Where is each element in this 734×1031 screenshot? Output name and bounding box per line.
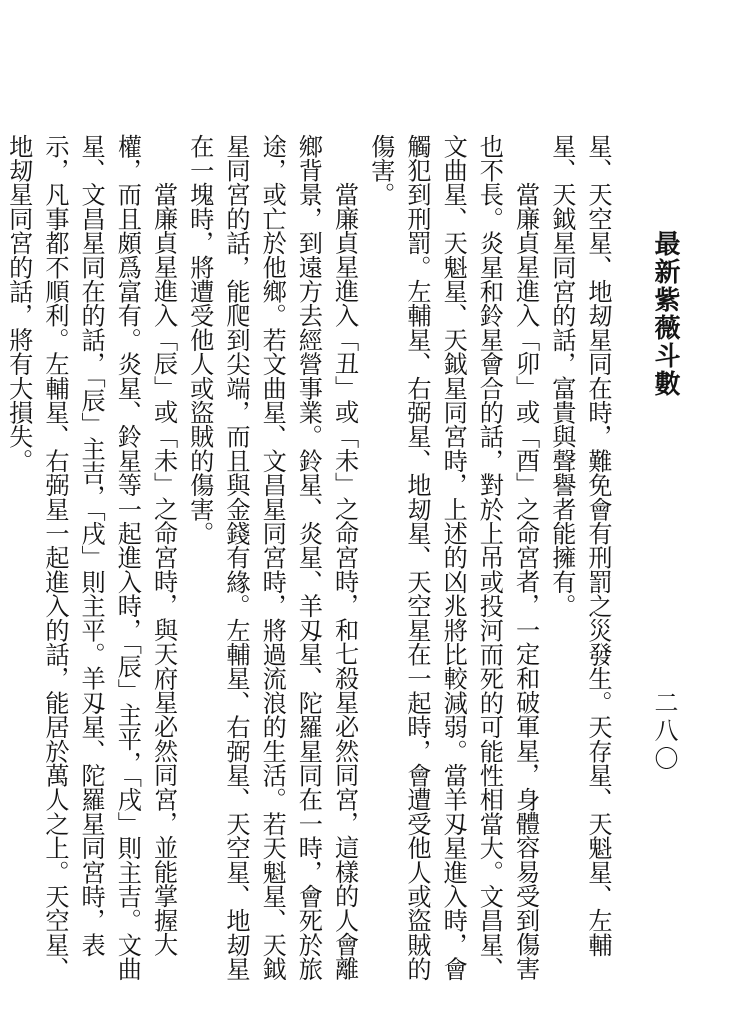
- page-number: 二八〇: [650, 690, 678, 774]
- paragraph: [0, 134, 1, 1004]
- paragraph: 當廉貞星進入「丑」或「未」之命宮時，和七殺星必然同宮，這樣的人會離鄉背景，到遠方去經營事業。鈴星、炎星、羊刄星、陀羅星同在一時，會死於旅途，或亡於他鄉。若文曲星、文昌星同宮時，將過流浪的生活。若天魁星、天鉞星同宮的話，能爬到尖端，而且與金錢有緣。左輔星、右弼星、天空星、地刼星在一塊時，將遭受他人或盜賊的傷害。: [185, 134, 359, 981]
- paragraph: 當廉貞星進入「卯」或「酉」之命宮者，一定和破軍星，身體容易受到傷害也不長。炎星和鈴星會合的話，對於上吊或投河而死的可能性相當大。文昌星、文曲星、天魁星、天鉞星同宮時，上述的凶兆將比較減弱。當羊刄星進入時，會觸犯到刑罰。左輔星、右弼星、地刼星、天空星在一起時，會遭受他人或盜賊的傷害。: [366, 134, 540, 981]
- book-title: 最新紫薇斗數: [650, 230, 680, 398]
- paragraph: 當廉貞星進入「辰」或「未」之命宮時，與天府星必然同宮，並能掌握大權，而且頗爲富有。炎星、鈴星等一起進入時，「辰」主平，「戌」則主吉。文曲星、文昌星同在的話，「辰」主吉，「戌」則主平。羊刄星、陀羅星同宮時，表示，凡事都不順利。左輔星、右弼星一起進入的話，能居於萬人之上。天空星、地刼星同宮的話，將有大損失。: [4, 134, 178, 981]
- body-text: [4, 134, 616, 1004]
- paragraph-continued: 星、天空星、地刼星同在時，難免會有刑罰之災發生。天存星、天魁星、左輔星、天鉞星同宮的話，富貴與聲譽者能擁有。: [547, 134, 612, 957]
